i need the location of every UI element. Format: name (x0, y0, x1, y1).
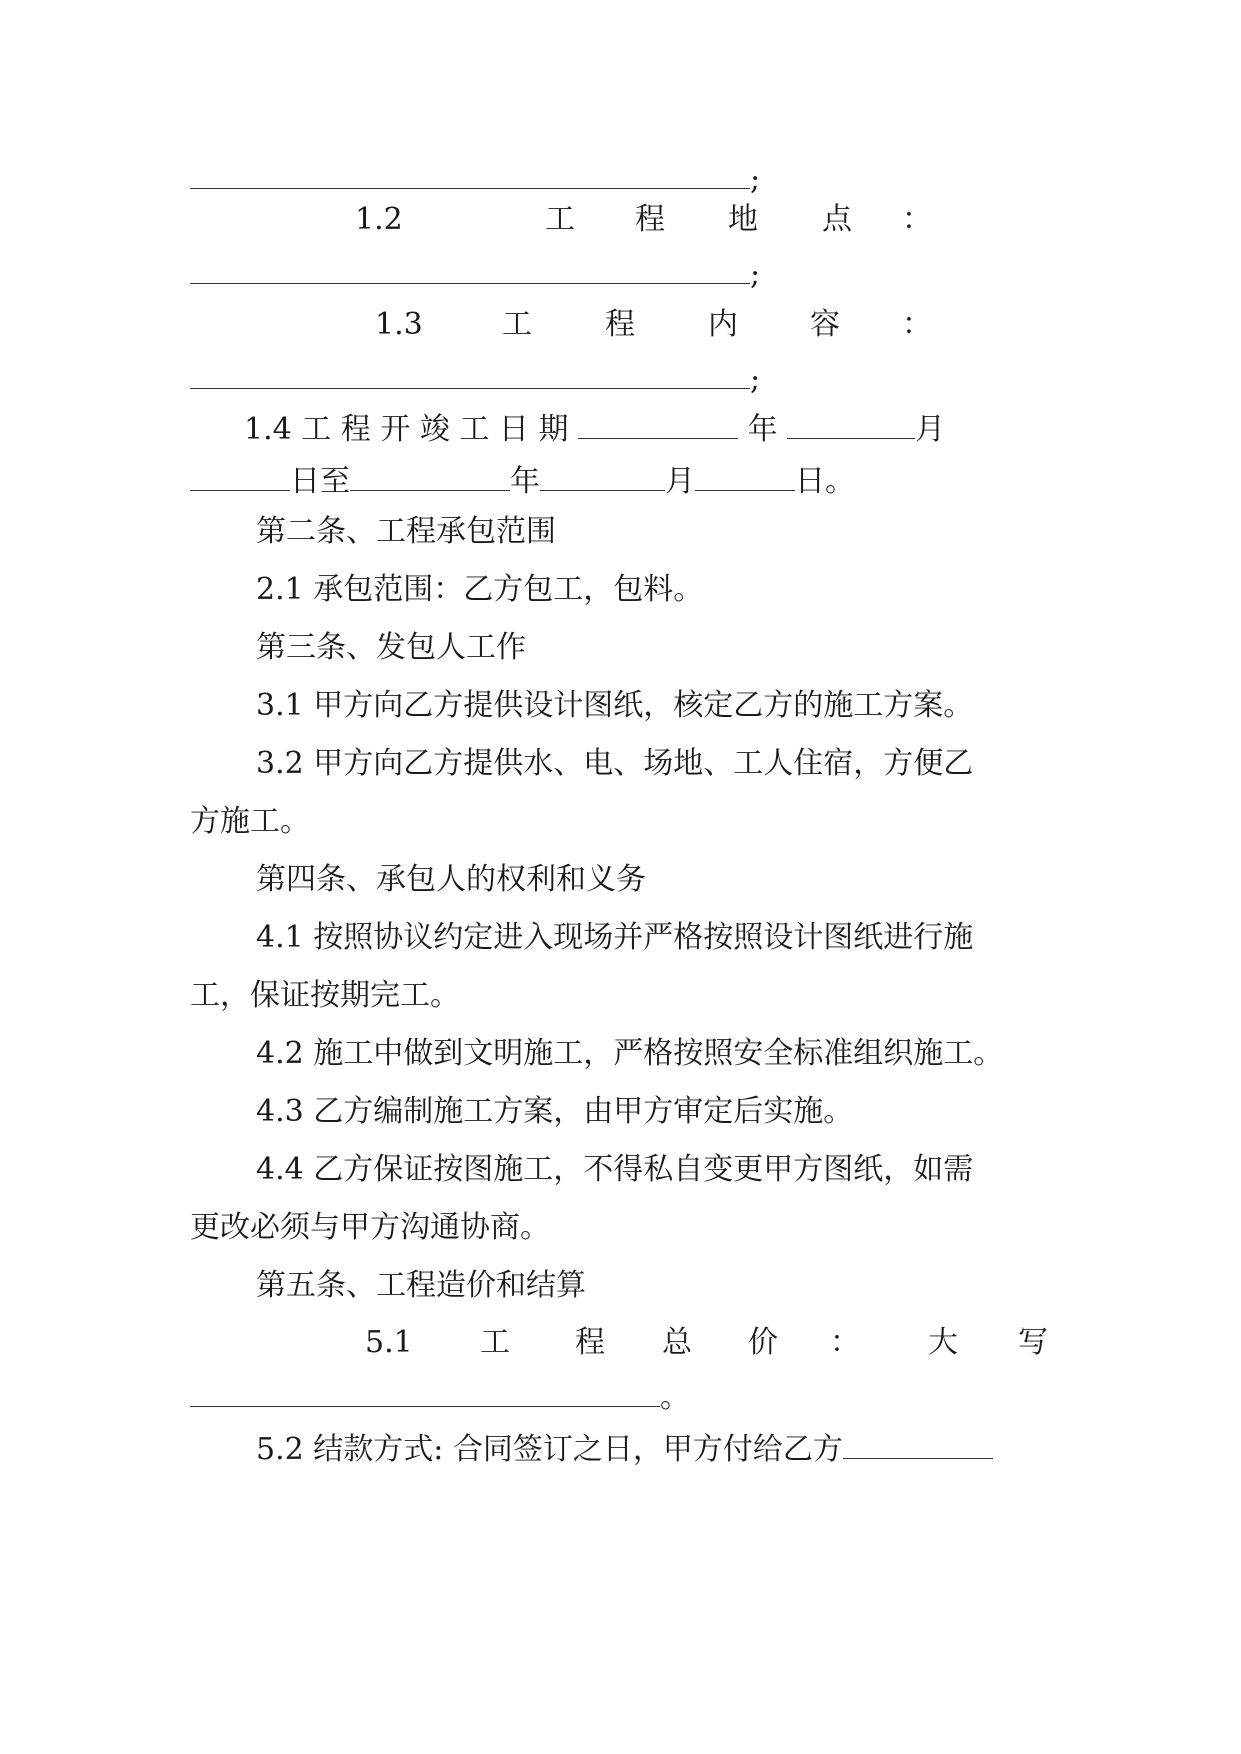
year-label: 年 (510, 464, 540, 499)
article-3-heading: 第三条、发包人工作 (256, 630, 526, 665)
char: 点 (822, 202, 852, 237)
semicolon: ; (750, 162, 761, 197)
clause-5-2 (256, 1428, 993, 1470)
char: 内 (708, 307, 738, 342)
month-label: 月 (665, 464, 695, 499)
blank-field (190, 253, 750, 284)
day-end-label: 日。 (795, 464, 855, 499)
char: 价 (748, 1325, 778, 1360)
clause-1-4-label: 1.4 工 程 开 竣 工 日 期 (244, 412, 569, 447)
clause-4-3: 4.3 乙方编制施工方案，由甲方审定后实施。 (256, 1094, 854, 1129)
char: 程 (605, 307, 635, 342)
char: 程 (635, 202, 665, 237)
clause-5-1 (190, 1323, 1070, 1363)
blank-line-1-2 (190, 253, 760, 293)
char: 地 (728, 202, 758, 237)
article-5-heading: 第五条、工程造价和结算 (256, 1268, 586, 1303)
colon: ： (830, 1325, 860, 1360)
blank-line-1-3 (190, 358, 760, 398)
clause-4-1-cont: 工，保证按期完工。 (190, 978, 460, 1013)
char: 程 (575, 1325, 605, 1360)
day-to-label: 日至 (290, 464, 350, 499)
blank-field (190, 460, 290, 491)
colon: ： (902, 307, 932, 342)
article-2-heading: 第二条、工程承包范围 (256, 514, 556, 549)
clause-4-4: 4.4 乙方保证按图施工，不得私自变更甲方图纸，如需 (256, 1152, 974, 1187)
clause-number: 1.2 (355, 202, 403, 237)
blank-field (350, 460, 510, 491)
blank-field (190, 358, 750, 389)
clause-2-1: 2.1 承包范围：乙方包工，包料。 (256, 572, 704, 607)
clause-4-4-cont: 更改必须与甲方沟通协商。 (190, 1210, 550, 1245)
char: 写 (1018, 1325, 1048, 1360)
char: 容 (810, 307, 840, 342)
clause-1-2 (190, 200, 1070, 240)
clause-3-2-cont: 方施工。 (190, 804, 310, 839)
char: 工 (480, 1325, 510, 1360)
blank-line-5-1 (190, 1376, 690, 1416)
blank-field (190, 158, 750, 189)
clause-4-1: 4.1 按照协议约定进入现场并严格按照设计图纸进行施 (256, 920, 974, 955)
clause-number: 1.3 (375, 307, 423, 342)
clause-3-1: 3.1 甲方向乙方提供设计图纸，核定乙方的施工方案。 (256, 688, 974, 723)
blank-field (787, 408, 915, 439)
period: 。 (660, 1380, 690, 1415)
semicolon: ; (750, 362, 761, 397)
clause-1-3 (190, 305, 1070, 345)
article-4-heading: 第四条、承包人的权利和义务 (256, 862, 646, 897)
clause-number: 5.1 (365, 1325, 413, 1360)
clause-1-4-cont (190, 460, 855, 502)
char: 工 (545, 202, 575, 237)
char: 大 (928, 1325, 958, 1360)
char: 总 (662, 1325, 692, 1360)
char: 工 (502, 307, 532, 342)
semicolon: ; (750, 257, 761, 292)
blank-field (578, 408, 738, 439)
clause-3-2: 3.2 甲方向乙方提供水、电、场地、工人住宿，方便乙 (256, 746, 974, 781)
colon: ： (902, 202, 932, 237)
blank-field (695, 460, 795, 491)
year-label: 年 (747, 412, 778, 447)
blank-field (540, 460, 665, 491)
clause-4-2: 4.2 施工中做到文明施工，严格按照安全标准组织施工。 (256, 1036, 1004, 1071)
clause-1-4 (244, 408, 945, 450)
blank-field (190, 1376, 660, 1407)
blank-field (843, 1428, 993, 1459)
clause-5-2-text: 5.2 结款方式: 合同签订之日，甲方付给乙方 (256, 1432, 843, 1467)
month-label: 月 (915, 412, 946, 447)
blank-line-1-1 (190, 158, 760, 198)
